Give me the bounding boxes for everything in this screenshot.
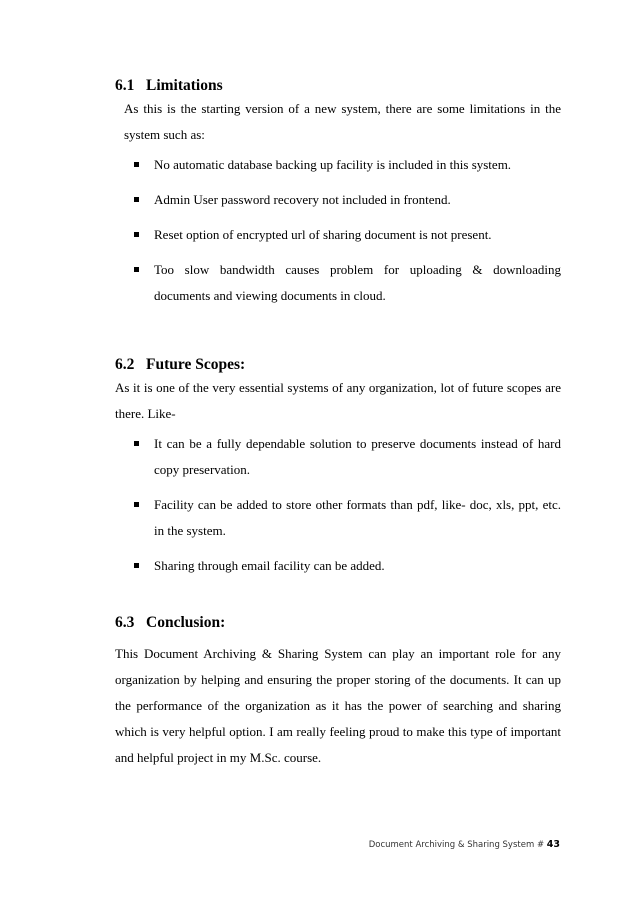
list-item: Too slow bandwidth causes problem for uploading & downloading documents and viewing documents in cloud. [134,257,561,309]
limitations-list [134,152,561,318]
section-title: Limitations [146,77,223,94]
section-title: Future Scopes: [146,356,246,373]
page-number: 43 [546,839,560,850]
bullet-square-icon [134,162,139,167]
bullet-square-icon [134,441,139,446]
section-number: 6.1 [115,77,135,94]
list-item: It can be a fully dependable solution to preserve documents instead of hard copy preservation. [134,431,561,483]
future-scopes-intro: As it is one of the very essential systems of any organization, lot of future scopes are there. Like- [115,380,561,421]
section-number: 6.3 [115,614,135,631]
future-scopes-list [134,431,561,588]
list-item: Facility can be added to store other formats than pdf, like- doc, xls, ppt, etc. in the system. [134,492,561,544]
bullet-square-icon [134,563,139,568]
section-heading-conclusion [115,614,225,632]
list-item: No automatic database backing up facility is included in this system. [134,152,561,178]
section-heading-future-scopes [115,356,245,374]
section-number: 6.2 [115,356,135,373]
conclusion-body: This Document Archiving & Sharing System can play an important role for any organization by helping and ensuring the proper storing of the documents. It can up the performance of the organization as it has the power of searching and sharing which is very helpful option. I am really feeling proud to make this type of important and helpful project in my M.Sc. course. [115,646,561,765]
limitations-intro: As this is the starting version of a new system, there are some limitations in the system such as: [124,101,561,142]
page-footer [369,839,560,850]
list-item: Admin User password recovery not included in frontend. [134,187,561,213]
list-item: Reset option of encrypted url of sharing document is not present. [134,222,561,248]
list-item: Sharing through email facility can be added. [134,553,561,579]
bullet-square-icon [134,197,139,202]
bullet-square-icon [134,232,139,237]
section-heading-limitations [115,77,223,95]
bullet-square-icon [134,267,139,272]
section-title: Conclusion: [146,614,226,631]
footer-text: Document Archiving & Sharing System # [368,840,547,850]
bullet-square-icon [134,502,139,507]
